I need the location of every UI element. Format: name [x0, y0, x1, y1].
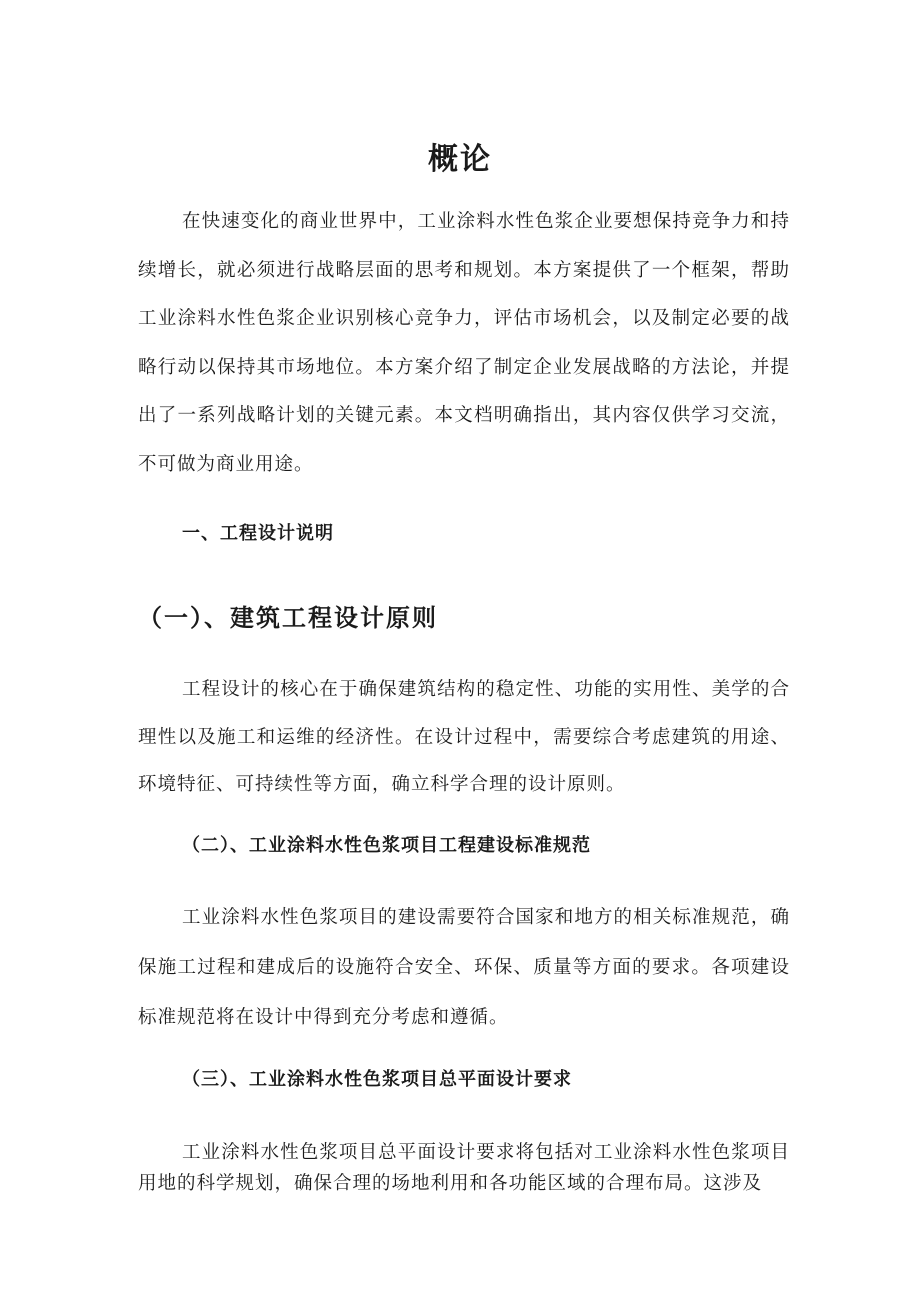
subsection-heading-site-plan: （三）、工业涂料水性色浆项目总平面设计要求: [182, 1069, 572, 1090]
design-principles-paragraph: 工程设计的核心在于确保建筑结构的稳定性、功能的实用性、美学的合理性以及施工和运维的经济性。在设计过程中，需要综合考虑建筑的用途、环境特征、可持续性等方面，确立科学合理的设计原则。: [138, 679, 790, 795]
subsection-heading-standards: （二）、工业涂料水性色浆项目工程建设标准规范: [182, 835, 591, 856]
section-heading-engineering-design: 一、工程设计说明: [182, 523, 334, 544]
page-title: 概论: [428, 142, 492, 178]
subsection-heading-design-principles: （一）、建筑工程设计原则: [138, 604, 438, 632]
site-plan-paragraph: 工业涂料水性色浆项目总平面设计要求将包括对工业涂料水性色浆项目用地的科学规划，确保合理的场地利用和各功能区域的合理布局。这涉及: [138, 1142, 790, 1194]
standards-paragraph: 工业涂料水性色浆项目的建设需要符合国家和地方的相关标准规范，确保施工过程和建成后的设施符合安全、环保、质量等方面的要求。各项建设标准规范将在设计中得到充分考虑和遵循。: [138, 907, 790, 1028]
intro-paragraph: 在快速变化的商业世界中，工业涂料水性色浆企业要想保持竞争力和持续增长，就必须进行战略层面的思考和规划。本方案提供了一个框架，帮助工业涂料水性色浆企业识别核心竞争力，评估市场机会，以及制定必要的战略行动以保持其市场地位。本方案介绍了制定企业发展战略的方法论，并提出了一系列战略计划的关键元素。本文档明确指出，其内容仅供学习交流，不可做为商业用途。: [138, 211, 790, 475]
